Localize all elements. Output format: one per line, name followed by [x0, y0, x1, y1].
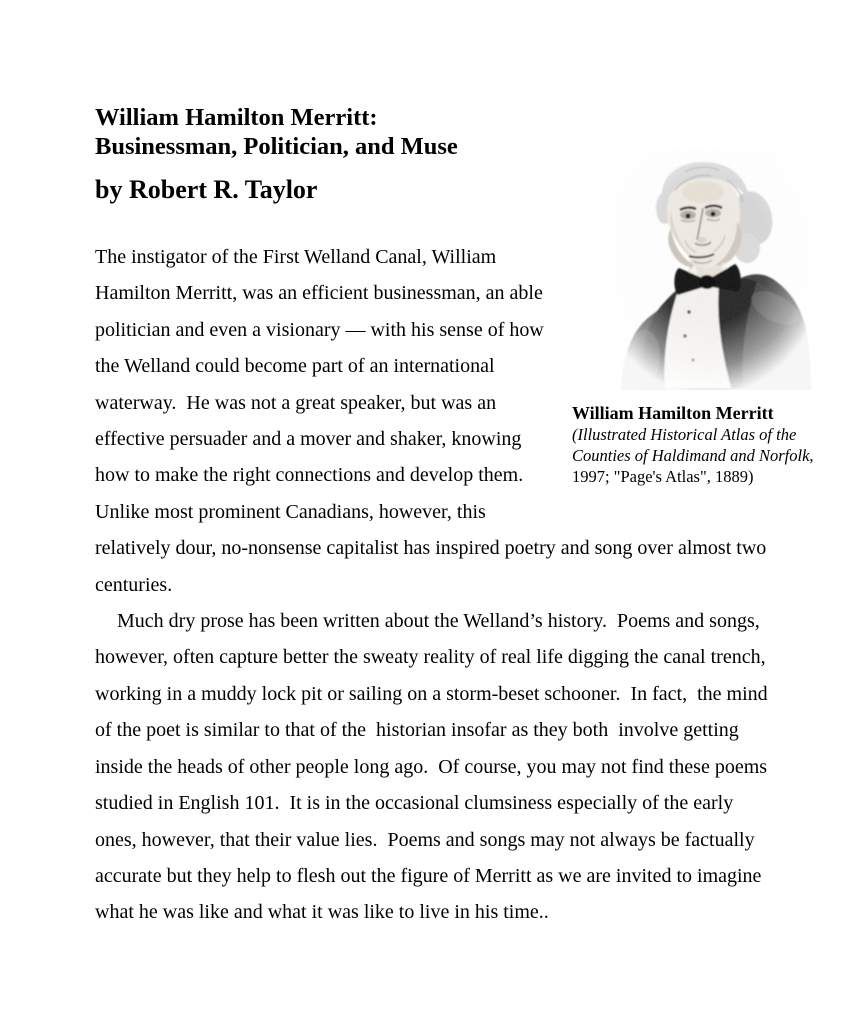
- portrait-image: [615, 150, 815, 390]
- figure-caption-source-regular: , 1997; "Page's Atlas", 1889): [572, 446, 814, 486]
- portrait-figure: [615, 150, 815, 390]
- figure-caption-source-italic: (Illustrated Historical Atlas of the Counties of Haldimand and Norfolk: [572, 425, 810, 465]
- article-title: [95, 104, 655, 161]
- figure-caption-title: William Hamilton Merritt: [572, 403, 774, 423]
- paragraph-2: Much dry prose has been written about the Welland’s history. Poems and songs, however, often capture better the sweaty reality of real life digging the canal trench, working in a muddy lock pit or sailing on a storm-beset schooner. In fact, the mind of the poet is similar to that of the historian insofar as they both involve getting inside the heads of other people long ago. Of course, you may not find these poems studied in English 101. It is in the occasional clumsiness especially of the early ones, however, that their value lies. Poems and songs may not always be factually accurate but they help to flesh out the figure of Merritt as we are invited to imagine what he was like and what it was like to live in his time..: [95, 610, 773, 924]
- article-title-line-2: Businessman, Politician, and Muse: [95, 132, 458, 160]
- article-title-line-1: William Hamilton Merritt:: [95, 104, 378, 132]
- article-byline: by Robert R. Taylor: [95, 175, 318, 204]
- paragraph-1: The instigator of the First Welland Canal, William Hamilton Merritt, was an efficient businessman, an able politician and even a visionary — with his sense of how the Welland could become part of an international waterway. He was not a great speaker, but was an effective persuader and a mover and shaker, knowing how to make the right connections and develop them. Unlike most prominent Canadians, however, this relatively dour, no-nonsense capitalist has inspired poetry and song over almost two centuries.: [95, 246, 772, 596]
- figure-caption: [572, 403, 830, 487]
